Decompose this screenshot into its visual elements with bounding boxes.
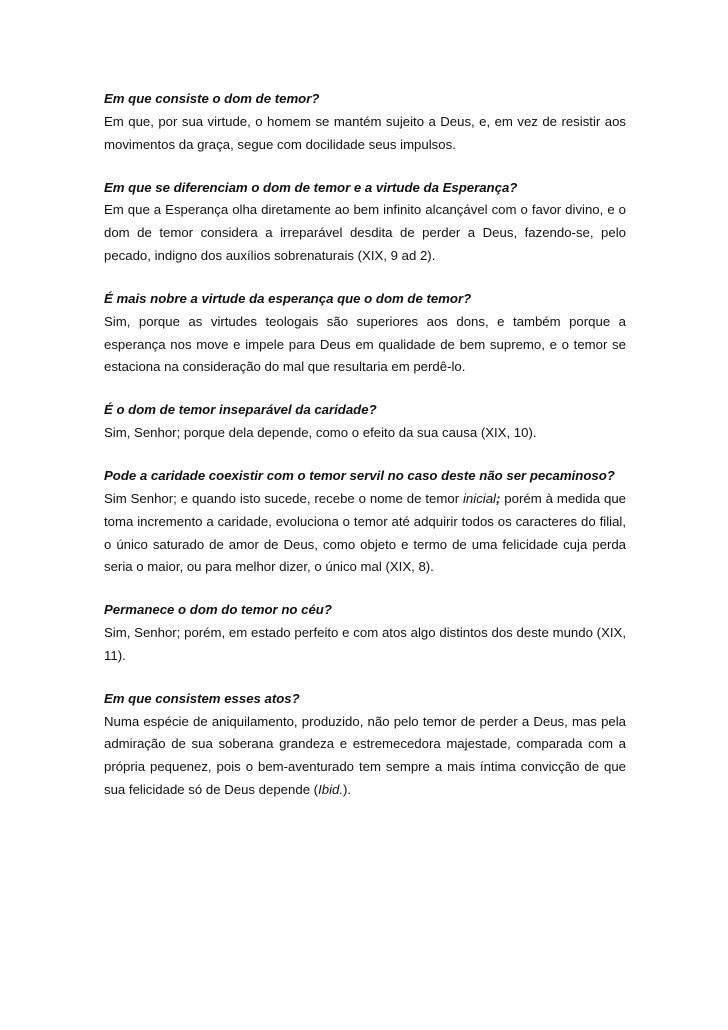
- answer-paragraph: Sim, Senhor; porque dela depende, como o efeito da sua causa (XIX, 10).: [104, 425, 537, 441]
- answer-paragraph: Sim, porque as virtudes teologais são superiores aos dons, e também porque a esperança nos move e impele para Deus em qualidade de bem supremo, e o temor se estaciona na consideração do mal que resultaria em perdê-lo.: [104, 313, 626, 375]
- question-heading: Pode a caridade coexistir com o temor servil no caso deste não ser pecaminoso?: [104, 468, 615, 484]
- answer-emphasis: inicial: [463, 490, 496, 506]
- question-heading: Em que se diferenciam o dom de temor e a virtude da Esperança?: [104, 179, 518, 195]
- answer-punctuation: ;: [495, 490, 501, 506]
- answer-text: porém à medida que toma incremento a caridade, evoluciona o temor até adquirir todos os caracteres do filial, o único saturado de amor de Deus, como objeto e termo de uma felicidade cuja perda seria o maior, ou para melhor dizer, o único mal (XIX, 8).: [104, 490, 627, 575]
- answer-paragraph: [104, 711, 626, 802]
- answer-text: Numa espécie de aniquilamento, produzido, não pelo temor de perder a Deus, mas pela admiração de sua soberana grandeza e estremecedora majestade, comparada com a própria pequenez, pois o bem-aventurado tem sempre a mais íntima convicção de que sua felicidade só de Deus depende (: [104, 713, 626, 798]
- qa-block-1: [104, 88, 626, 156]
- answer-paragraph: [104, 488, 626, 579]
- qa-block-6: [104, 599, 626, 667]
- qa-block-4: [104, 399, 626, 445]
- question-heading: Em que consiste o dom de temor?: [104, 91, 320, 106]
- answer-text: Sim Senhor; e quando isto sucede, recebe o nome de temor: [104, 490, 463, 506]
- question-heading: Em que consistem esses atos?: [104, 690, 300, 706]
- question-heading: É mais nobre a virtude da esperança que o dom de temor?: [104, 290, 472, 306]
- qa-block-5: [104, 465, 626, 579]
- qa-block-2: [104, 177, 626, 268]
- answer-paragraph: Sim, Senhor; porém, em estado perfeito e com atos algo distintos dos deste mundo (XIX, 11).: [104, 625, 626, 663]
- question-heading: É o dom de temor inseparável da caridade?: [104, 402, 377, 418]
- question-heading: Permanece o dom do temor no céu?: [104, 602, 332, 618]
- qa-block-7: [104, 688, 626, 802]
- answer-paragraph: Em que a Esperança olha diretamente ao bem infinito alcançável com o favor divino, e o dom de temor considera a irreparável desdita de perder a Deus, fazendo-se, pelo pecado, indigno dos auxílios sobrenaturais (XIX, 9 ad 2).: [104, 202, 626, 263]
- qa-block-3: [104, 288, 626, 379]
- answer-paragraph: Em que, por sua virtude, o homem se mantém sujeito a Deus, e, em vez de resistir aos movimentos da graça, segue com docilidade seus impulsos.: [104, 113, 626, 152]
- answer-emphasis: Ibid.: [318, 782, 344, 798]
- answer-text: ).: [343, 782, 352, 798]
- document-page: [104, 88, 626, 822]
